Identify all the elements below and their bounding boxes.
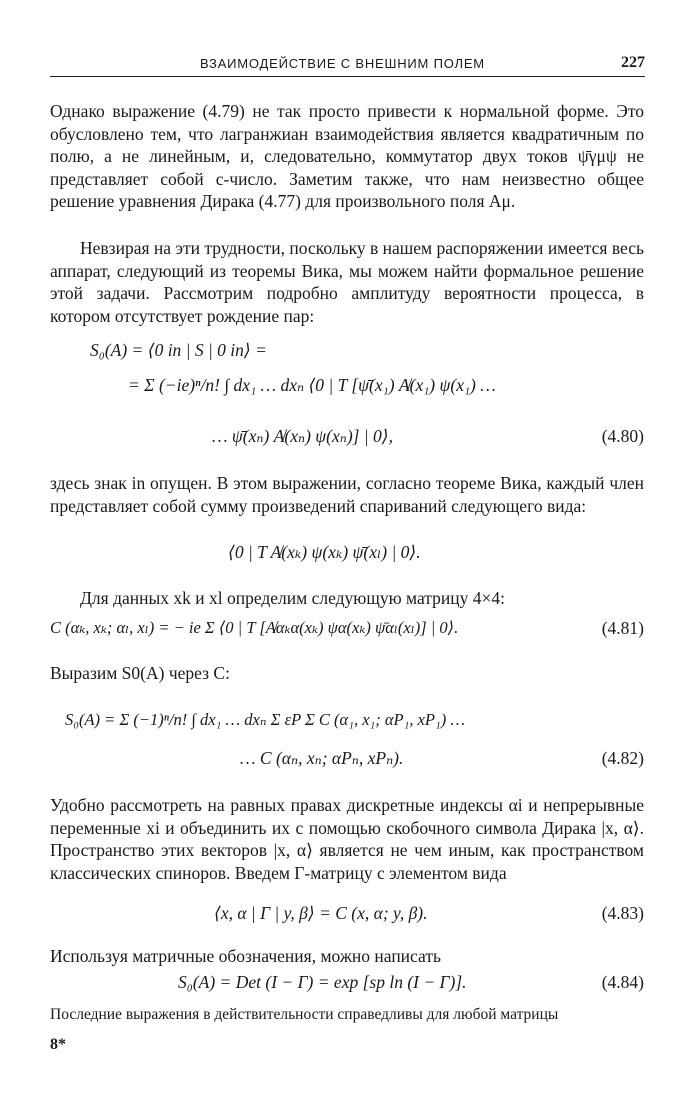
equation-4-82-line-1: S₀(A) = Σ (−1)ⁿ/n! ∫ dx₁ … dxₙ Σ εP Σ C (α₁, x₁; αP₁, xP₁) …: [65, 710, 466, 729]
equation-4-81: C (αₖ, xₖ; αₗ, xₗ) = − ie Σ ⟨0 | T [A̸αₖα(xₖ) ψα(xₖ) ψ̄αₗ(xₗ)] | 0⟩.: [50, 618, 459, 637]
paragraph-1: Однако выражение (4.79) не так просто привести к нормальной форме. Это обусловлено тем, что лагранжиан взаимодействия является квадратичным по полю, а не линейным, и, следовательно, коммутатор двух токов ψ̄γμψ не представляет собой c-число. Заметим также, что нам неизвестно общее решение уравнения Дирака (4.77) для произвольного поля Aμ.: [50, 101, 644, 211]
paragraph-3: здесь знак in опущен. В этом выражении, согласно теореме Вика, каждый член представляет собой сумму произведений спариваний следующего вида:: [50, 473, 644, 516]
paragraph-5: Выразим S0(A) через C:: [50, 663, 230, 683]
equation-4-83: ⟨x, α | Γ | y, β⟩ = C (x, α; y, β).: [214, 903, 428, 923]
page-number: 227: [621, 54, 645, 71]
equation-number-4-81: (4.81): [601, 618, 644, 638]
page-header: [50, 50, 645, 77]
running-head: ВЗАИМОДЕЙСТВИЕ С ВНЕШНИМ ПОЛЕМ: [200, 56, 485, 71]
equation-number-4-82: (4.82): [601, 748, 644, 768]
equation-number-4-80: (4.80): [601, 426, 644, 446]
equation-number-4-83: (4.83): [601, 903, 644, 923]
paragraph-6: Удобно рассмотреть на равных правах дискретные индексы αi и непрерывные переменные xi и объединить их с помощью скобочного символа Дирака |x, α⟩. Пространство этих векторов |x, α⟩ является не чем иным, как пространством классических спиноров. Введем Г-матрицу с элементом вида: [50, 795, 644, 883]
paragraph-8: Последние выражения в действительности справедливы для любой матрицы: [50, 1006, 559, 1023]
equation-4-80-line-3: … ψ̄(xₙ) A̸(xₙ) ψ(xₙ)] | 0⟩,: [212, 426, 393, 446]
equation-number-4-84: (4.84): [601, 972, 644, 992]
equation-4-80-line-1: S₀(A) = ⟨0 in | S | 0 in⟩ =: [90, 340, 267, 360]
equation-4-80-line-2: = Σ (−ie)ⁿ/n! ∫ dx₁ … dxₙ ⟨0 | T [ψ̄(x₁) A̸(x₁) ψ(x₁) …: [128, 375, 496, 395]
equation-4-82-line-2: … C (αₙ, xₙ; αPₙ, xPₙ).: [240, 748, 404, 768]
equation-4-84: S₀(A) = Det (I − Γ) = exp [sp ln (I − Γ)].: [178, 972, 467, 992]
equation-pairing: ⟨0 | T A̸(xₖ) ψ(xₖ) ψ̄(xₗ) | 0⟩.: [228, 542, 421, 562]
paragraph-7: Используя матричные обозначения, можно написать: [50, 946, 441, 966]
printer-signature: 8*: [50, 1036, 66, 1053]
paragraph-2: Невзирая на эти трудности, поскольку в нашем распоряжении имеется весь аппарат, следующий из теоремы Вика, мы можем найти формальное решение этой задачи. Рассмотрим подробно амплитуду вероятности процесса, в котором отсутствует рождение пар:: [50, 238, 644, 326]
paragraph-4: Для данных xk и xl определим следующую матрицу 4×4:: [80, 588, 506, 608]
